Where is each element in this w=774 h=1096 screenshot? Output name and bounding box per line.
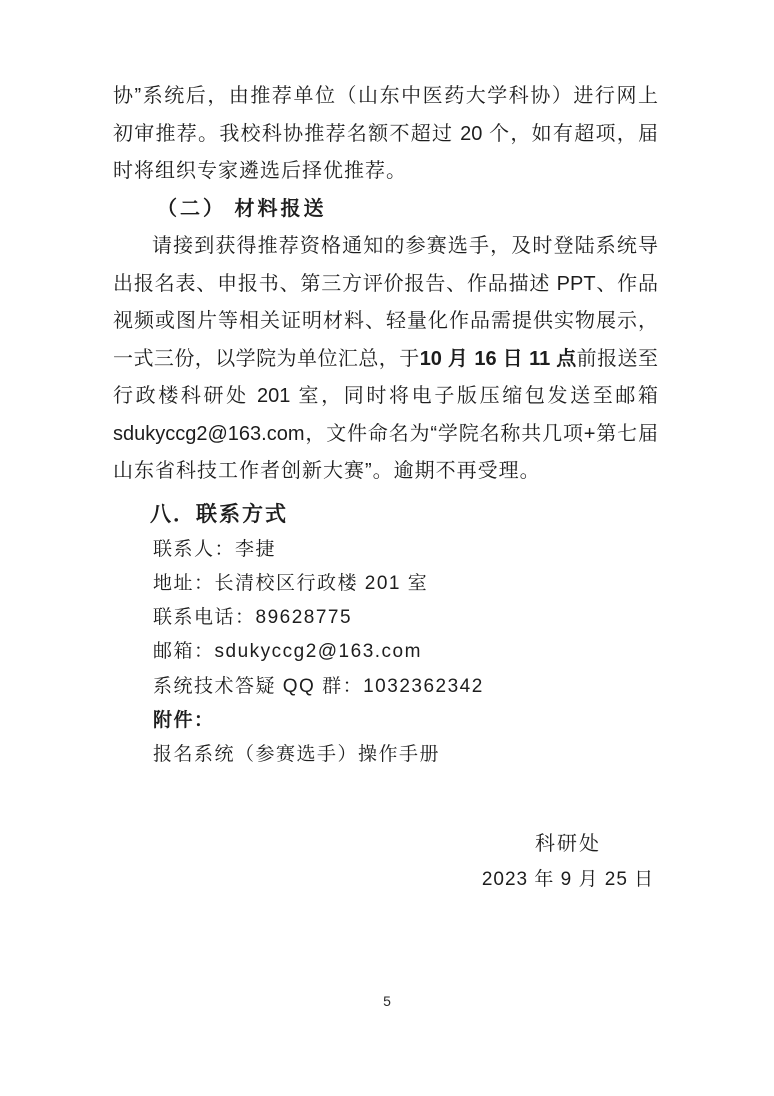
para2-line-7: 山东省科技工作者创新大赛”。逾期不再受理。	[113, 460, 541, 482]
contact-qq-group: 系统技术答疑 QQ 群：1032362342	[153, 675, 484, 697]
contact-heading: 八．联系方式	[150, 502, 288, 526]
deadline-bold-text: 10 月 16 日 11 点	[419, 347, 577, 370]
deadline-pre-text: 一式三份，以学院为单位汇总，于	[113, 347, 420, 370]
attachment-label: 附件：	[153, 709, 215, 731]
signature-block	[478, 827, 658, 897]
signature-date: 2023 年 9 月 25 日	[481, 868, 655, 890]
para1-line-3: 时将组织专家遴选后择优推荐。	[113, 160, 407, 182]
para2-line-5: 行政楼科研处 201 室，同时将电子版压缩包发送至邮箱	[113, 385, 658, 407]
contact-person: 联系人：李捷	[153, 538, 277, 560]
para2-deadline-line	[113, 341, 658, 379]
contact-address: 地址：长清校区行政楼 201 室	[153, 572, 429, 594]
contact-phone: 联系电话：89628775	[153, 607, 353, 629]
attachment-item: 报名系统（参赛选手）操作手册	[153, 744, 441, 766]
para1-line-1: 协”系统后，由推荐单位（山东中医药大学科协）进行网上	[113, 85, 658, 107]
section-heading-materials: （二） 材料报送	[157, 197, 327, 220]
deadline-post-text: 前报送至	[576, 347, 659, 370]
para2-line-2: 出报名表、申报书、第三方评价报告、作品描述 PPT、作品	[113, 272, 658, 295]
signature-org: 科研处	[535, 832, 601, 855]
para2-line-3: 视频或图片等相关证明材料、轻量化作品需提供实物展示，	[113, 310, 658, 332]
para2-line-1: 请接到获得推荐资格通知的参赛选手，及时登陆系统导	[152, 235, 658, 257]
para1-line-2: 初审推荐。我校科协推荐名额不超过 20 个，如有超项，届	[113, 122, 658, 145]
para2-line-6: sdukyccg2@163.com，文件命名为“学院名称共几项+第七届	[113, 422, 658, 445]
page-number: 5	[383, 993, 391, 1009]
contact-email: 邮箱：sdukyccg2@163.com	[153, 641, 422, 663]
